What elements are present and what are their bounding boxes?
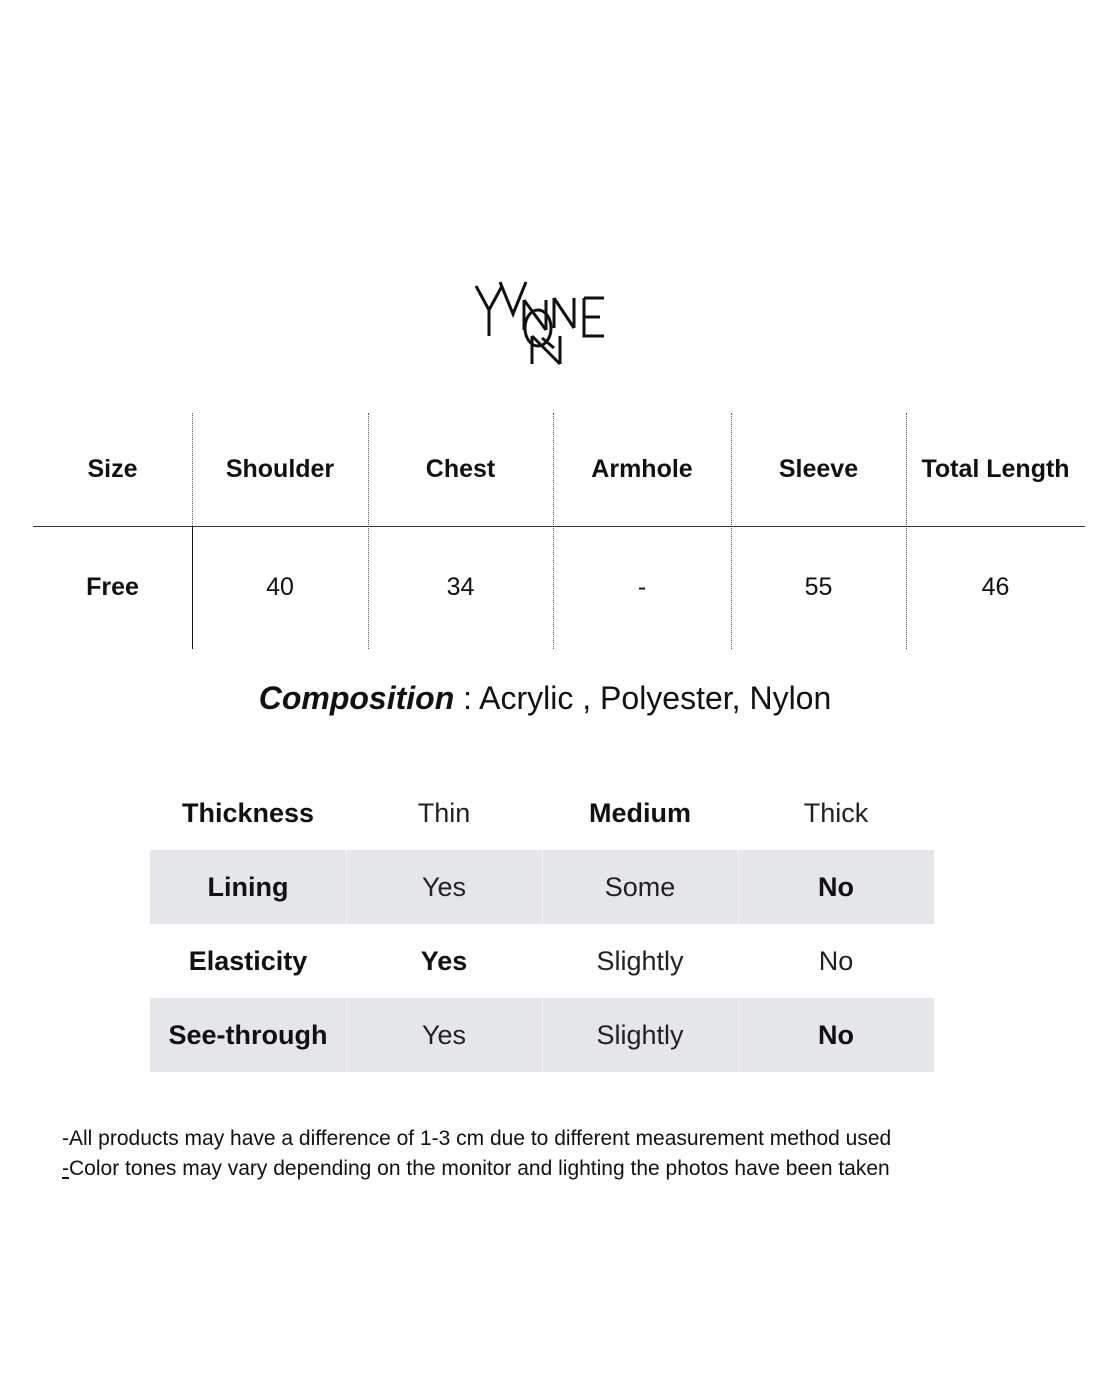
fabric-row-label: See-through bbox=[168, 1020, 328, 1050]
size-header: Size bbox=[87, 455, 138, 483]
fabric-row-label: Thickness bbox=[181, 798, 315, 828]
fabric-option-selected: Medium bbox=[588, 798, 691, 828]
column-divider bbox=[368, 413, 369, 649]
sleeve-value: 55 bbox=[804, 573, 833, 601]
fabric-option: Yes bbox=[346, 998, 542, 1072]
fabric-row-label: Lining bbox=[207, 872, 289, 902]
fabric-option-selected: No bbox=[738, 998, 934, 1072]
shoulder-value: 40 bbox=[266, 573, 294, 601]
fabric-option: Thick bbox=[803, 798, 869, 828]
fabric-properties-table bbox=[150, 776, 934, 1072]
fabric-row bbox=[150, 776, 934, 850]
note-text: Color tones may vary depending on the monitor and lighting the photos have been taken bbox=[69, 1157, 890, 1180]
chest-value: 34 bbox=[446, 573, 475, 601]
fabric-option-selected: No bbox=[738, 850, 934, 924]
chest-column bbox=[368, 413, 553, 649]
armhole-header: Armhole bbox=[591, 455, 693, 483]
fabric-option: Slightly bbox=[542, 998, 738, 1072]
fabric-row bbox=[150, 924, 934, 998]
total-length-column bbox=[906, 413, 1085, 649]
chest-header: Chest bbox=[425, 455, 496, 483]
column-divider bbox=[906, 413, 907, 649]
total-length-value: 46 bbox=[981, 573, 1010, 601]
sleeve-column bbox=[731, 413, 906, 649]
fabric-row bbox=[150, 998, 934, 1072]
composition-line bbox=[0, 680, 1090, 717]
fabric-option: Some bbox=[542, 850, 738, 924]
fabric-row bbox=[150, 850, 934, 924]
armhole-value: - bbox=[637, 573, 647, 601]
sleeve-header: Sleeve bbox=[778, 455, 859, 483]
fabric-option-selected: Yes bbox=[420, 946, 468, 976]
fabric-option: No bbox=[818, 946, 854, 976]
column-divider bbox=[192, 413, 193, 526]
column-divider bbox=[731, 413, 732, 649]
disclaimer-notes bbox=[62, 1124, 1062, 1184]
fabric-option: Slightly bbox=[596, 946, 684, 976]
brand-logo bbox=[470, 278, 615, 370]
composition-label: Composition bbox=[258, 680, 455, 716]
composition-value: Acrylic , Polyester, Nylon bbox=[479, 680, 832, 716]
fabric-row-label: Elasticity bbox=[188, 946, 308, 976]
size-table bbox=[33, 413, 1085, 649]
shoulder-column bbox=[192, 413, 368, 649]
column-divider bbox=[192, 526, 193, 649]
size-value: Free bbox=[86, 573, 139, 601]
total-length-header: Total Length bbox=[921, 455, 1070, 483]
armhole-column bbox=[553, 413, 731, 649]
note-line: -All products may have a difference of 1-3 cm due to different measurement method used bbox=[62, 1127, 892, 1150]
size-column bbox=[33, 413, 192, 649]
header-divider bbox=[33, 526, 1085, 527]
note-line bbox=[62, 1154, 1062, 1184]
shoulder-header: Shoulder bbox=[225, 455, 335, 483]
composition-separator: : bbox=[454, 680, 480, 716]
fabric-option: Yes bbox=[346, 850, 542, 924]
fabric-option: Thin bbox=[417, 798, 471, 828]
column-divider bbox=[553, 413, 554, 649]
note-dash: - bbox=[62, 1157, 69, 1180]
